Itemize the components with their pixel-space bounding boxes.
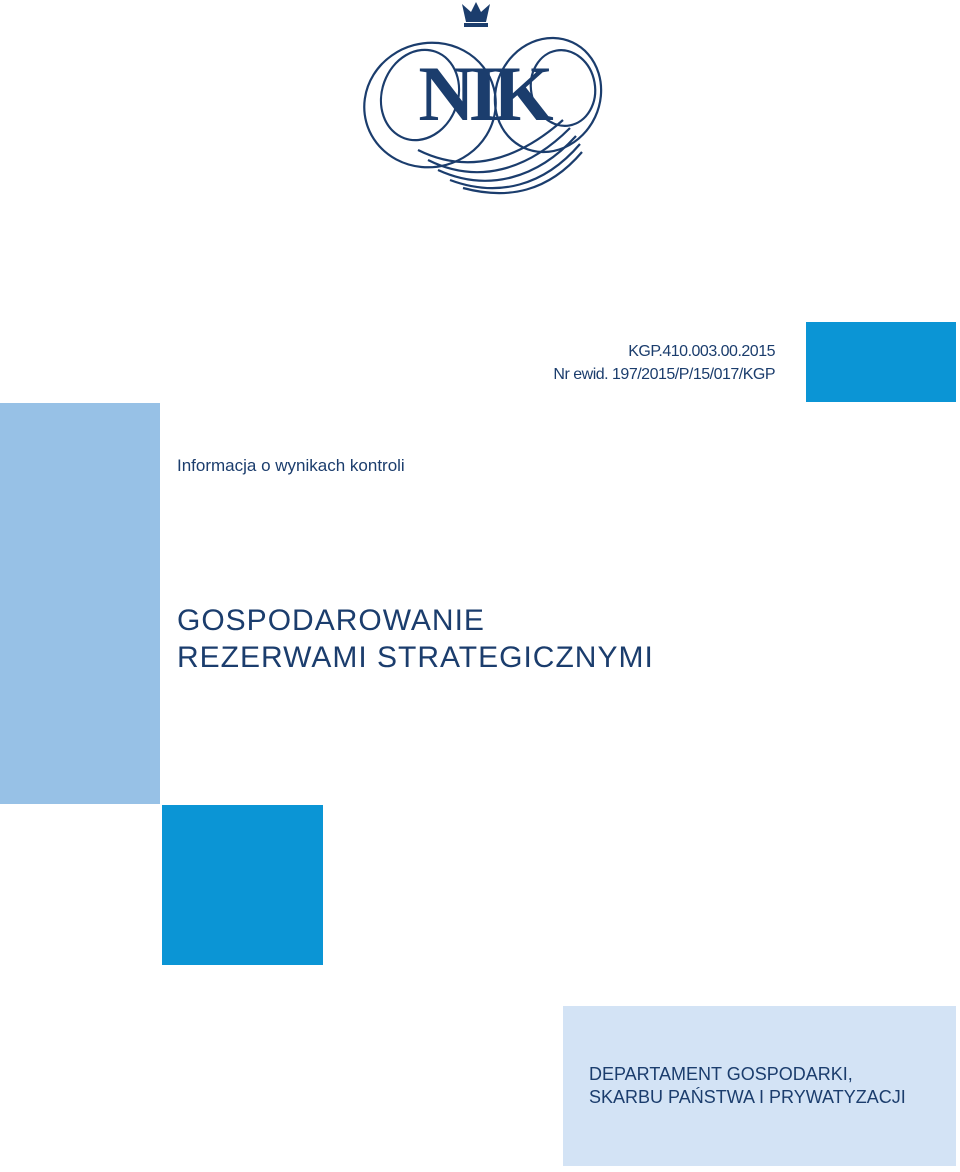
department-line-1: DEPARTAMENT GOSPODARKI,	[589, 1064, 853, 1084]
title-line-2: REZERWAMI STRATEGICZNYMI	[177, 641, 654, 674]
department-line-2: SKARBU PAŃSTWA I PRYWATYZACJI	[589, 1087, 906, 1107]
registry-number: Nr ewid. 197/2015/P/15/017/KGP	[553, 366, 775, 383]
document-title	[177, 602, 654, 676]
document-type: Informacja o wynikach kontroli	[177, 456, 405, 475]
accent-block-top-right	[806, 322, 956, 402]
accent-block-middle	[162, 805, 323, 965]
nik-logo	[358, 0, 608, 200]
accent-block-left	[0, 403, 160, 804]
department-name	[589, 1063, 906, 1109]
reference-number: KGP.410.003.00.2015	[628, 343, 775, 360]
logo-monogram: NIK	[418, 50, 548, 137]
title-line-1: GOSPODAROWANIE	[177, 604, 485, 637]
crown-icon	[462, 2, 490, 27]
